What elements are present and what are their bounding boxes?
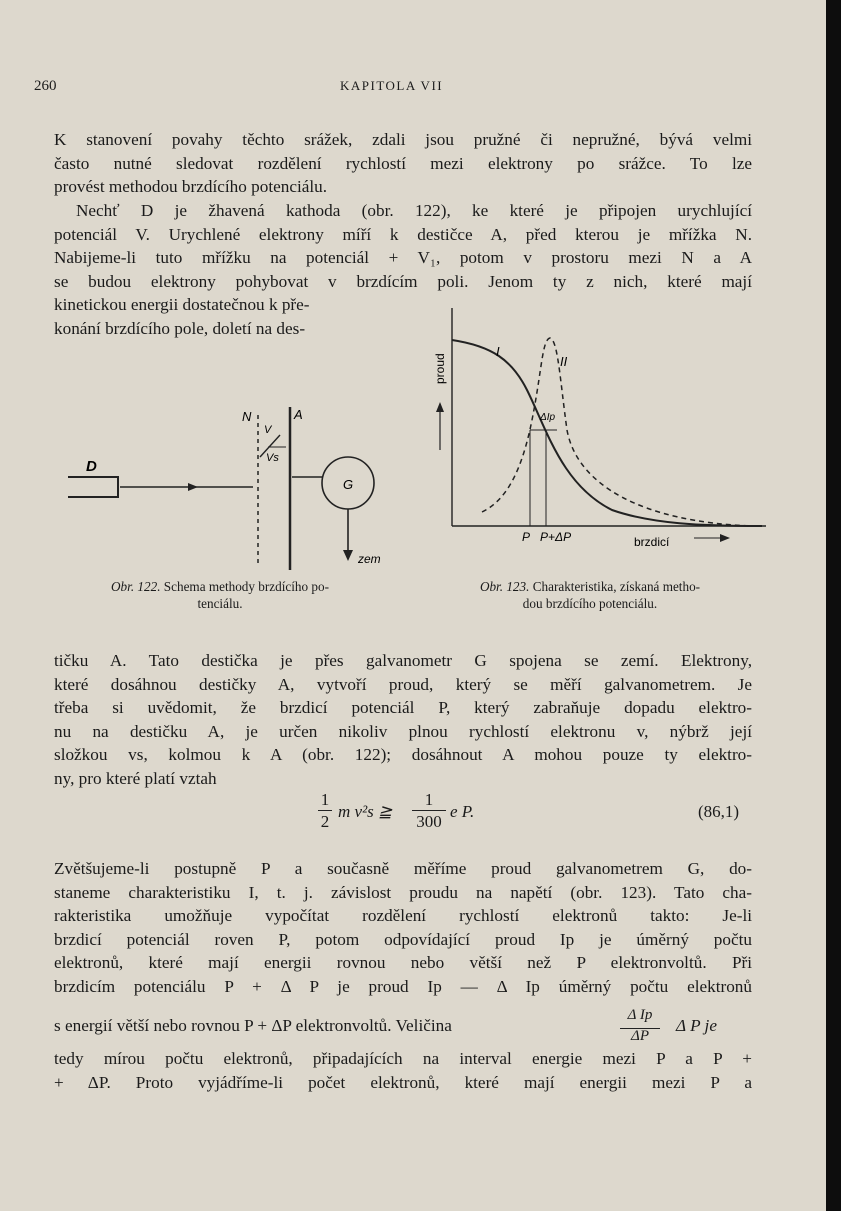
text-line: staneme charakteristiku I, t. j. závislost proudu na napětí (obr. 123). Tato cha- — [54, 882, 752, 902]
label-N: N — [242, 409, 252, 424]
cathode-shape — [68, 477, 118, 497]
eq-lhs-body: m v²s ≧ — [338, 802, 393, 821]
scan-edge — [826, 0, 841, 1211]
text-line: složkou vs, kolmou k A (obr. 122); dosáhnout A mohou pouze ty elektro- — [54, 745, 752, 765]
curve-I — [452, 340, 762, 526]
text-line: často nutné sledovat rozdělení rychlostí mezi elektrony po srážce. To lze — [54, 153, 752, 173]
text-line: Zvětšujeme-li postupně P a současně měříme proud galvanometrem G, do- — [54, 859, 752, 878]
page-number: 260 — [34, 78, 57, 94]
eq-lhs-den: 2 — [320, 812, 330, 831]
caption-num: Obr. 122. — [111, 579, 161, 594]
eq-rhs-body: e P. — [450, 802, 475, 821]
caption-122 — [55, 578, 385, 612]
text-line: kinetickou energii dostatečnou k pře- — [54, 295, 310, 315]
label-dIp: ΔIp — [540, 412, 556, 423]
text-line: které dosáhnou destičky A, vytvoří proud, který se měří galvanometrem. Je — [54, 674, 752, 694]
label-A: A — [294, 407, 303, 422]
eq-lhs-num: 1 — [318, 790, 332, 811]
figure-123-chart — [422, 300, 772, 555]
text-line: + ΔP. Proto vyjádříme-li počet elektronů, které mají energii mezi P a — [54, 1072, 752, 1092]
label-proud: proud — [433, 353, 447, 384]
text-line: tičku A. Tato destička je přes galvanometr G spojena se zemí. Elektrony, — [54, 651, 752, 670]
fraction-den: ΔP — [631, 1028, 649, 1044]
label-G: G — [343, 477, 354, 492]
figure-122-schematic — [58, 395, 398, 575]
curve-II — [482, 338, 752, 526]
paragraph-4-end — [54, 1047, 752, 1094]
paragraph-3 — [54, 649, 752, 791]
text-line: brzdicí potenciál roven P, potom odpovídající proud Ip je úměrný počtu — [54, 929, 752, 949]
eq-number: (86,1) — [698, 802, 740, 821]
eq-rhs-den: 300 — [416, 812, 442, 831]
equation-86-1 — [318, 790, 758, 842]
caption-line: dou brzdícího potenciálu. — [522, 596, 658, 611]
caption-line: tenciálu. — [197, 596, 243, 611]
ground-arrow — [343, 550, 353, 561]
label-II: II — [560, 354, 568, 369]
caption-num: Obr. 123. — [479, 579, 530, 594]
paragraph-4 — [54, 857, 752, 999]
text-line: Δ P je — [676, 1016, 717, 1035]
paragraph-4-fraction-line — [54, 1004, 752, 1044]
caption-line: Schema methody brzdícího po- — [163, 579, 329, 594]
caption-line: Charakteristika, získaná metho- — [532, 579, 701, 594]
eq-rhs-num: 1 — [412, 790, 446, 811]
label-I: I — [496, 344, 500, 359]
text-line: potenciál V. Urychlené elektrony míří k destičce A, před kterou je mřížka N. — [54, 224, 752, 244]
beam-arrow — [188, 483, 198, 491]
text-line: nu na destičku A, je určen nikoliv plnou rychlostí elektronu v, nýbrž její — [54, 721, 752, 741]
label-brzdici: brzdicí — [634, 535, 670, 549]
chapter-heading: KAPITOLA VII — [340, 78, 444, 93]
caption-123 — [420, 578, 760, 612]
label-V: V — [264, 424, 272, 436]
text-line: provést methodou brzdícího potenciálu. — [54, 177, 328, 197]
text-line: s energií větší nebo rovnou P + ΔP elektronvoltů. Veličina — [54, 1016, 452, 1035]
label-ground: zem — [358, 552, 381, 566]
text-line: třeba si uvědomit, že brzdicí potenciál P, který zabraňuje dopadu elektro- — [54, 698, 752, 718]
text-line: Nechť D je žhavená kathoda (obr. 122), ke které je připojen urychlující — [76, 201, 752, 220]
text-line: K stanovení povahy těchto srážek, zdali jsou pružné či nepružné, bývá velmi — [54, 130, 752, 149]
label-PdP: P+ΔP — [540, 530, 572, 544]
label-P: P — [522, 530, 531, 544]
text-line: konání brzdícího pole, doletí na des- — [54, 318, 306, 338]
label-D: D — [86, 458, 97, 475]
text-line: se budou elektrony pohybovat v brzdícím poli. Jenom ty z nich, které mají — [54, 271, 752, 291]
paragraph-1 — [54, 128, 752, 199]
fraction-num: Δ Ip — [620, 1004, 660, 1029]
label-Vs: Vs — [266, 452, 279, 464]
text-line: ny, pro které platí vztah — [54, 768, 217, 788]
text-line: tedy mírou počtu elektronů, připadajících na interval energie mezi P a P + — [54, 1049, 752, 1068]
text-line: elektronů, které mají energii rovnou nebo větší než P elektronvoltů. Při — [54, 953, 752, 973]
text-line: Nabijeme-li tuto mřížku na potenciál + V₁, potom v prostoru mezi N a A — [54, 248, 752, 268]
text-line: rakteristika umožňuje vypočítat rozdělení rychlostí elektronů takto: Je-li — [54, 906, 752, 926]
text-line: brzdicím potenciálu P + Δ P je proud Ip — Δ Ip úměrný počtu elektronů — [54, 976, 752, 996]
